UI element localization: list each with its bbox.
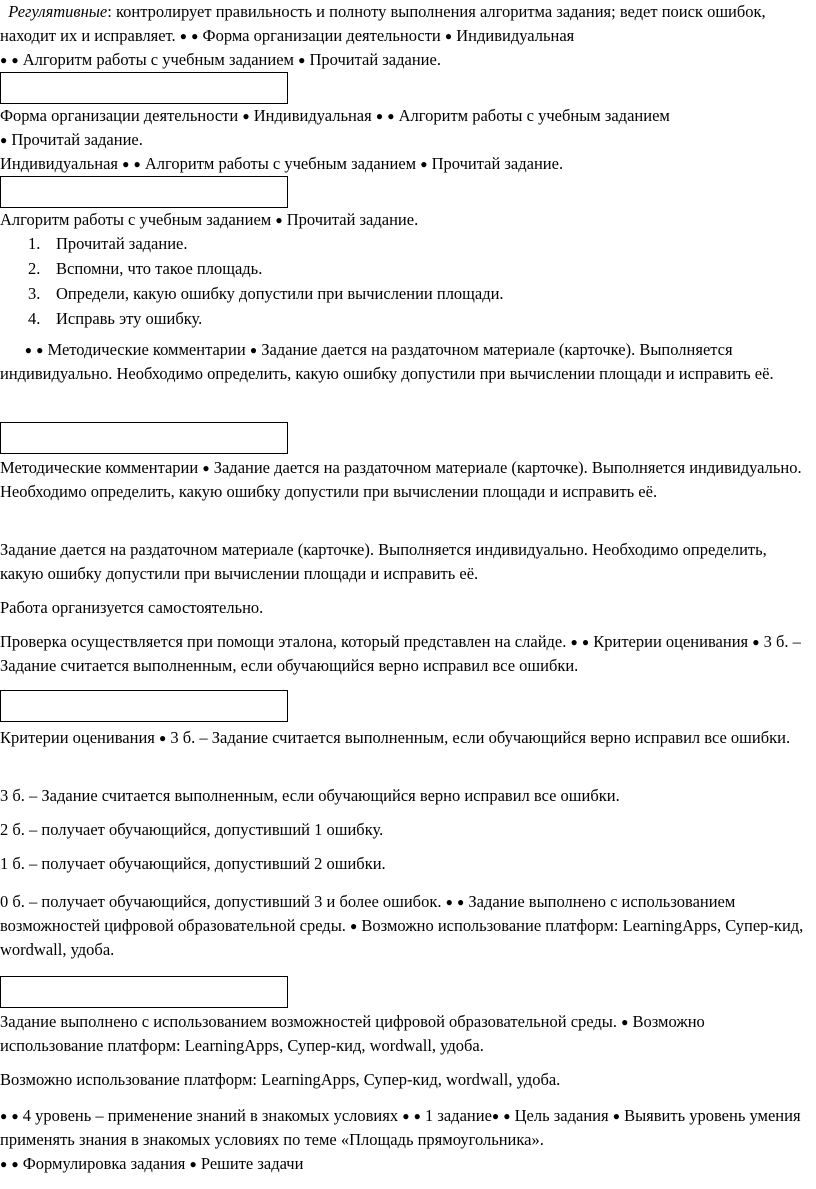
bullet-icon: ● xyxy=(752,635,760,649)
paragraph-score-3 xyxy=(0,784,812,808)
empty-box xyxy=(0,72,288,104)
paragraph-text: 4 уровень – применение знаний в знакомых условиях xyxy=(22,1106,399,1125)
paragraph-text: Работа организуется самостоятельно. xyxy=(0,598,264,617)
paragraph-text: Прочитай задание. xyxy=(11,130,143,149)
list-text: Исправь эту ошибку. xyxy=(56,309,203,328)
paragraph-text: 0 б. – получает обучающийся, допустивший 3 и более ошибок. xyxy=(0,892,442,911)
paragraph-text: Формулировка задания xyxy=(22,1154,186,1173)
bullet-icon: ● xyxy=(570,635,578,649)
bullet-icon: ● xyxy=(491,1109,500,1123)
paragraph-task-material xyxy=(0,538,812,586)
bullet-icon: ● xyxy=(402,1109,410,1123)
empty-box xyxy=(0,690,288,722)
paragraph-text: Индивидуальная xyxy=(0,154,118,173)
paragraph-text: Индивидуальная xyxy=(456,26,575,45)
bullet-icon: ● xyxy=(503,1109,511,1123)
paragraph-text: Алгоритм работы с учебным заданием xyxy=(22,50,294,69)
bullet-icon: ● xyxy=(0,133,8,147)
bullet-icon: ● xyxy=(298,53,306,67)
paragraph-text: Алгоритм работы с учебным заданием xyxy=(0,210,272,229)
bullet-icon: ● xyxy=(0,1157,8,1171)
bullet-icon: ● xyxy=(24,343,32,357)
algorithm-steps xyxy=(0,232,812,332)
empty-box xyxy=(0,976,288,1008)
paragraph-text: Задание выполнено с использованием возможностей цифровой образовательной среды. xyxy=(0,892,736,935)
bullet-icon: ● xyxy=(242,109,250,123)
bullet-icon: ● xyxy=(612,1109,620,1123)
paragraph-criteria xyxy=(0,726,812,750)
list-number: 1. xyxy=(28,234,41,253)
bullet-icon: ● xyxy=(275,213,283,227)
paragraph-text: 1 задание xyxy=(424,1106,492,1125)
paragraph-comments xyxy=(0,338,812,386)
paragraph-text: Возможно использование платформ: LearningApps, Супер-кид, wordwall, удоба. xyxy=(0,1012,705,1055)
paragraph-text: Задание дается на раздаточном материале (карточке). Выполняется индивидуально. Необходимо определить, какую ошибку допустили при вычислении площади и исправить её. xyxy=(0,540,767,583)
list-text: Вспомни, что такое площадь. xyxy=(56,259,263,278)
bullet-icon: ● xyxy=(11,1109,19,1123)
bullet-icon: ● xyxy=(420,157,428,171)
paragraph-text: 3 б. – Задание считается выполненным, если обучающийся верно исправил все ошибки. xyxy=(170,728,791,747)
paragraph-level-4 xyxy=(0,1104,812,1176)
list-number: 4. xyxy=(28,309,41,328)
bullet-icon: ● xyxy=(0,1109,8,1123)
bullet-icon: ● xyxy=(11,1157,19,1171)
paragraph-text: Задание дается на раздаточном материале (карточке). Выполняется индивидуально. Необходимо определить, какую ошибку допустили при вычислении площади и исправить её. xyxy=(0,458,802,501)
paragraph-regulative xyxy=(0,0,812,72)
bullet-icon: ● xyxy=(189,1157,197,1171)
empty-box xyxy=(0,422,288,454)
paragraph-score-2 xyxy=(0,818,812,842)
paragraph-digital xyxy=(0,1010,812,1058)
paragraph-text: Прочитай задание. xyxy=(309,50,441,69)
paragraph-text: : контролирует правильность и полноту выполнения алгоритма задания; ведет поиск ошибок, находит их и исправляет. xyxy=(0,2,766,45)
paragraph-score-0 xyxy=(0,890,812,962)
paragraph-text: Критерии оценивания xyxy=(0,728,155,747)
paragraph-text: Задание дается на раздаточном материале (карточке). Выполняется индивидуально. Необходимо определить, какую ошибку допустили при вычислении площади и исправить её. xyxy=(0,340,774,383)
paragraph-text: Форма организации деятельности xyxy=(202,26,441,45)
paragraph-text: Индивидуальная xyxy=(253,106,372,125)
bullet-icon: ● xyxy=(122,157,130,171)
list-text: Определи, какую ошибку допустили при вычислении площади. xyxy=(56,284,504,303)
bullet-icon: ● xyxy=(179,29,188,43)
empty-box xyxy=(0,176,288,208)
bullet-icon: ● xyxy=(387,109,395,123)
paragraph-text: 2 б. – получает обучающийся, допустивший 1 ошибку. xyxy=(0,820,384,839)
paragraph-text: Цель задания xyxy=(514,1106,609,1125)
bullet-icon: ● xyxy=(581,635,590,649)
list-item xyxy=(0,257,812,282)
paragraph-text: Форма организации деятельности xyxy=(0,106,239,125)
bullet-icon: ● xyxy=(375,109,384,123)
paragraph-text: 1 б. – получает обучающийся, допустивший 2 ошибки. xyxy=(0,854,386,873)
bullet-icon: ● xyxy=(444,29,453,43)
bullet-icon: ● xyxy=(350,919,358,933)
paragraph-text: 3 б. – Задание считается выполненным, если обучающийся верно исправил все ошибки. xyxy=(0,632,801,675)
list-number: 3. xyxy=(28,284,41,303)
list-item xyxy=(0,232,812,257)
paragraph-score-1 xyxy=(0,852,812,876)
bullet-icon: ● xyxy=(191,29,199,43)
paragraph-check xyxy=(0,630,812,678)
paragraph-text: Методические комментарии xyxy=(47,340,246,359)
paragraph-text: Алгоритм работы с учебным заданием xyxy=(398,106,670,125)
bullet-icon: ● xyxy=(621,1015,629,1029)
bullet-icon: ● xyxy=(249,343,258,357)
bullet-icon: ● xyxy=(133,157,141,171)
paragraph-text: Критерии оценивания xyxy=(593,632,749,651)
bullet-icon: ● xyxy=(11,53,19,67)
paragraph-text: Проверка осуществляется при помощи эталона, который представлен на слайде. xyxy=(0,632,567,651)
paragraph-text: Возможно использование платформ: LearningApps, Супер-кид, wordwall, удоба. xyxy=(0,916,804,959)
paragraph-text: Решите задачи xyxy=(200,1154,304,1173)
paragraph-independent xyxy=(0,596,812,620)
bullet-icon: ● xyxy=(159,731,167,745)
bullet-icon: ● xyxy=(445,895,453,909)
list-item xyxy=(0,282,812,307)
paragraph-text: Прочитай задание. xyxy=(286,210,419,229)
bullet-icon: ● xyxy=(36,343,44,357)
paragraph-text: Выявить уровень умения применять знания в знакомых условиях по теме «Площадь прямоугольника». xyxy=(0,1106,801,1149)
list-number: 2. xyxy=(28,259,41,278)
paragraph-text: Алгоритм работы с учебным заданием xyxy=(144,154,417,173)
bullet-icon: ● xyxy=(0,53,8,67)
list-item xyxy=(0,307,812,332)
paragraph-text: 3 б. – Задание считается выполненным, если обучающийся верно исправил все ошибки. xyxy=(0,786,620,805)
paragraph-comments-2 xyxy=(0,456,812,504)
paragraph-algorithm xyxy=(0,208,812,232)
lead-term: Регулятивные xyxy=(8,2,108,21)
bullet-icon: ● xyxy=(202,461,210,475)
list-text: Прочитай задание. xyxy=(56,234,188,253)
paragraph-text: Методические комментарии xyxy=(0,458,199,477)
paragraph-text: Возможно использование платформ: LearningApps, Супер-кид, wordwall, удоба. xyxy=(0,1070,561,1089)
bullet-icon: ● xyxy=(456,895,465,909)
paragraph-form xyxy=(0,104,812,176)
paragraph-text: Задание выполнено с использованием возможностей цифровой образовательной среды. xyxy=(0,1012,617,1031)
bullet-icon: ● xyxy=(413,1109,421,1123)
paragraph-text: Прочитай задание. xyxy=(431,154,564,173)
paragraph-platforms xyxy=(0,1068,812,1092)
